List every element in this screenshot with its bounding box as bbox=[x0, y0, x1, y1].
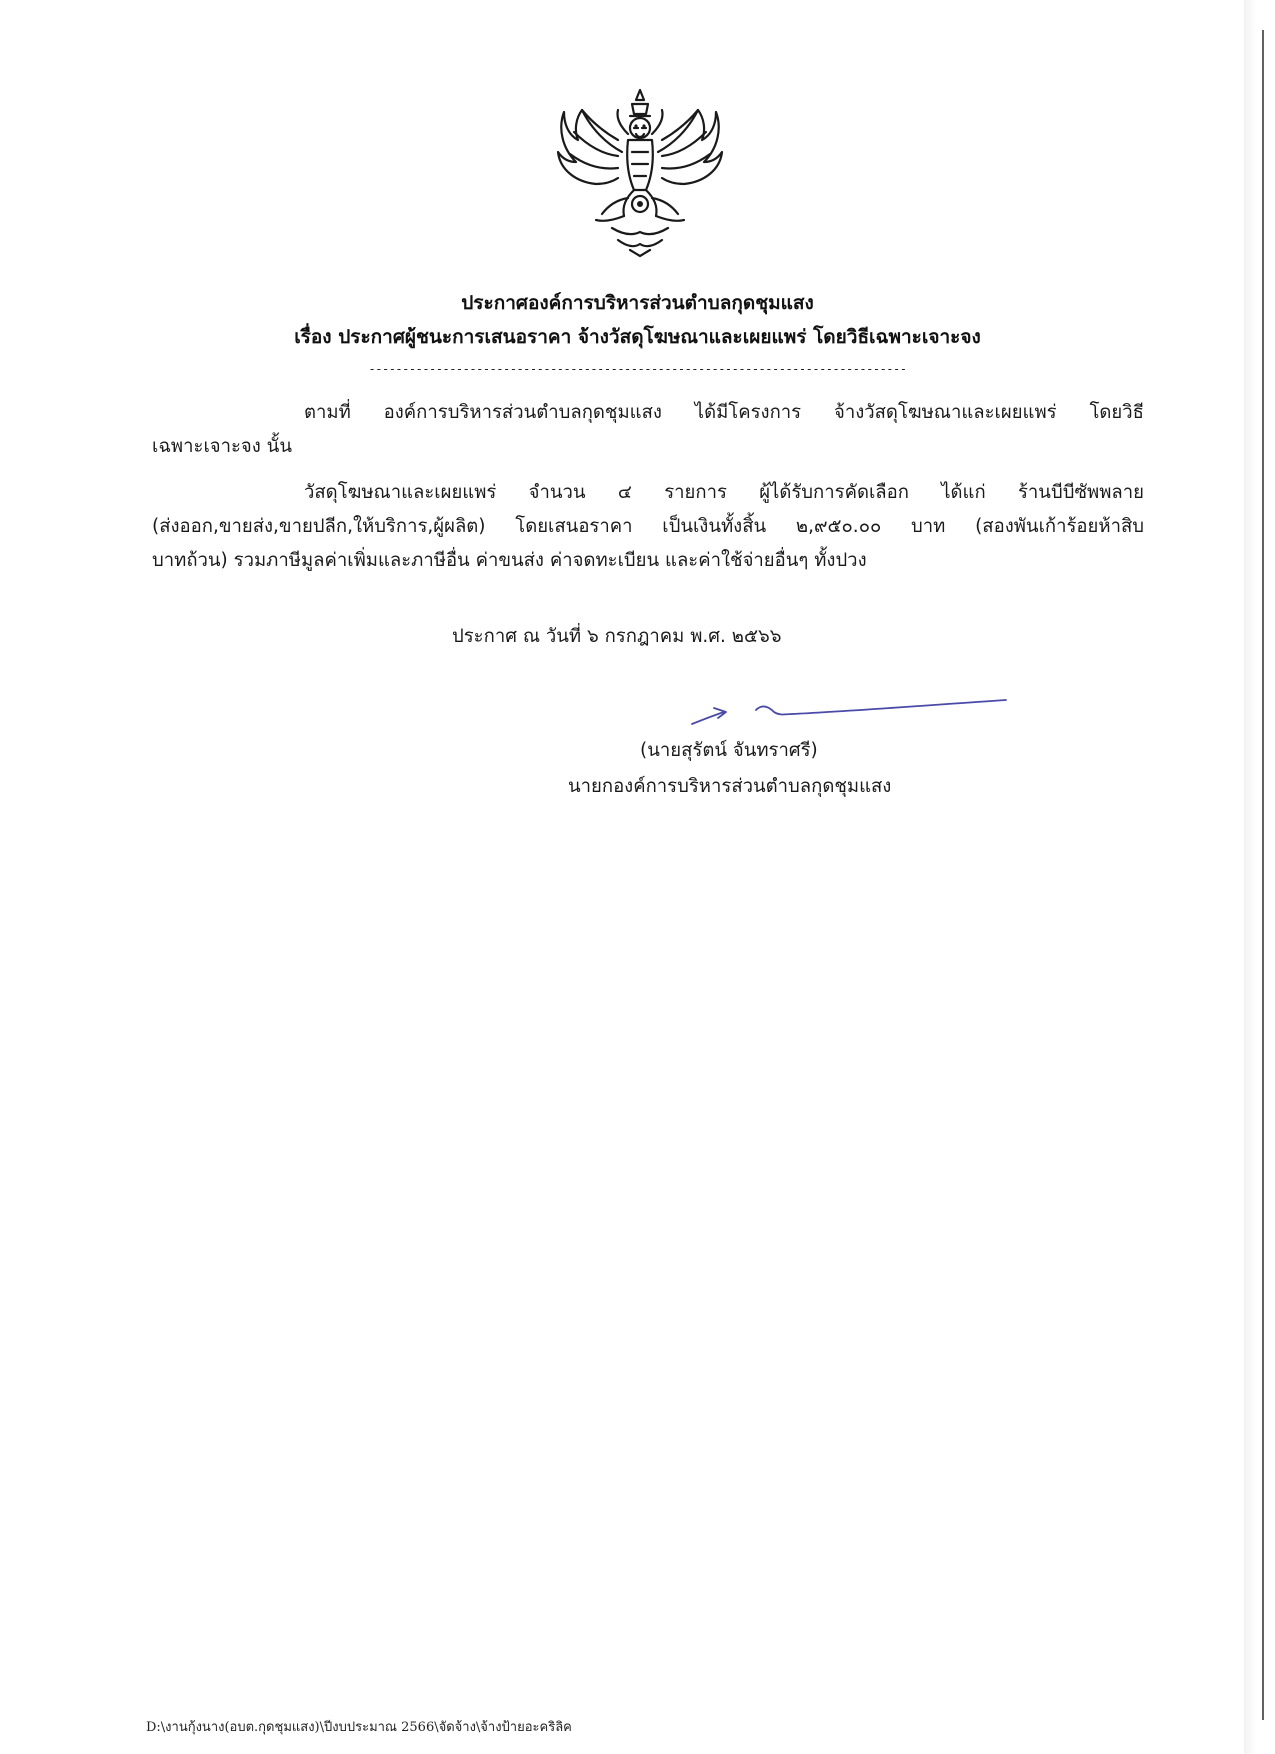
scan-page-edge bbox=[1244, 0, 1275, 1754]
announcement-subject: เรื่อง ประกาศผู้ชนะการเสนอราคา จ้างวัสดุโฆษณาและเผยแพร่ โดยวิธีเฉพาะเจาะจง bbox=[294, 326, 981, 348]
paragraph-winner bbox=[152, 476, 1144, 578]
word: (ส่งออก,ขายส่ง,ขายปลีก,ให้บริการ,ผู้ผลิต) bbox=[152, 516, 486, 537]
paragraph-line bbox=[152, 476, 1144, 510]
paragraph-project bbox=[152, 396, 1144, 464]
signatory-name: (นายสุรัตน์ จันทราศรี) bbox=[640, 740, 818, 761]
word: ร้านบีบีซัพพลาย bbox=[1017, 482, 1144, 503]
signatory-position: นายกองค์การบริหารส่วนตำบลกุดชุมแสง bbox=[568, 776, 892, 797]
file-path: D:\งานกุ้งนาง(อบต.กุดชุมแสง)\ปีงบประมาณ 2566\จัดจ้าง\จ้างป้ายอะคริลิค bbox=[146, 1720, 572, 1735]
paragraph-line bbox=[152, 510, 1144, 544]
announcement-date: ประกาศ ณ วันที่ ๖ กรกฎาคม พ.ศ. ๒๕๖๖ bbox=[452, 626, 782, 647]
title-divider: -------------------------------------------------------------------------------- bbox=[368, 362, 907, 376]
word: บาท bbox=[911, 516, 946, 537]
paragraph-line bbox=[152, 396, 1144, 430]
word: โดยเสนอราคา bbox=[515, 516, 633, 537]
garuda-emblem-icon bbox=[552, 82, 728, 258]
paragraph-line: เฉพาะเจาะจง นั้น bbox=[152, 436, 292, 457]
paragraph-line: บาทถ้วน) รวมภาษีมูลค่าเพิ่มและภาษีอื่น ค่าขนส่ง ค่าจดทะเบียน และค่าใช้จ่ายอื่นๆ ทั้งปวง bbox=[152, 550, 867, 571]
word: จ้างวัสดุโฆษณาและเผยแพร่ bbox=[833, 402, 1057, 423]
word: ได้แก่ bbox=[941, 482, 986, 503]
word: โดยวิธี bbox=[1089, 402, 1144, 423]
word: จำนวน bbox=[528, 482, 586, 503]
word: ผู้ได้รับการคัดเลือก bbox=[759, 482, 909, 503]
signature-icon bbox=[688, 690, 1008, 730]
word: รายการ bbox=[664, 482, 727, 503]
amount: ๒,๙๕๐.๐๐ bbox=[795, 516, 882, 537]
word: (สองพันเก้าร้อยห้าสิบ bbox=[975, 516, 1144, 537]
scan-edge-line bbox=[1262, 30, 1264, 1720]
word: ได้มีโครงการ bbox=[694, 402, 802, 423]
word: ตามที่ bbox=[304, 402, 351, 423]
word: ๔ bbox=[617, 482, 632, 503]
word: เป็นเงินทั้งสิ้น bbox=[662, 516, 767, 537]
announcement-title: ประกาศองค์การบริหารส่วนตำบลกุดชุมแสง bbox=[461, 292, 814, 314]
word: วัสดุโฆษณาและเผยแพร่ bbox=[304, 482, 497, 503]
word: องค์การบริหารส่วนตำบลกุดชุมแสง bbox=[383, 402, 662, 423]
